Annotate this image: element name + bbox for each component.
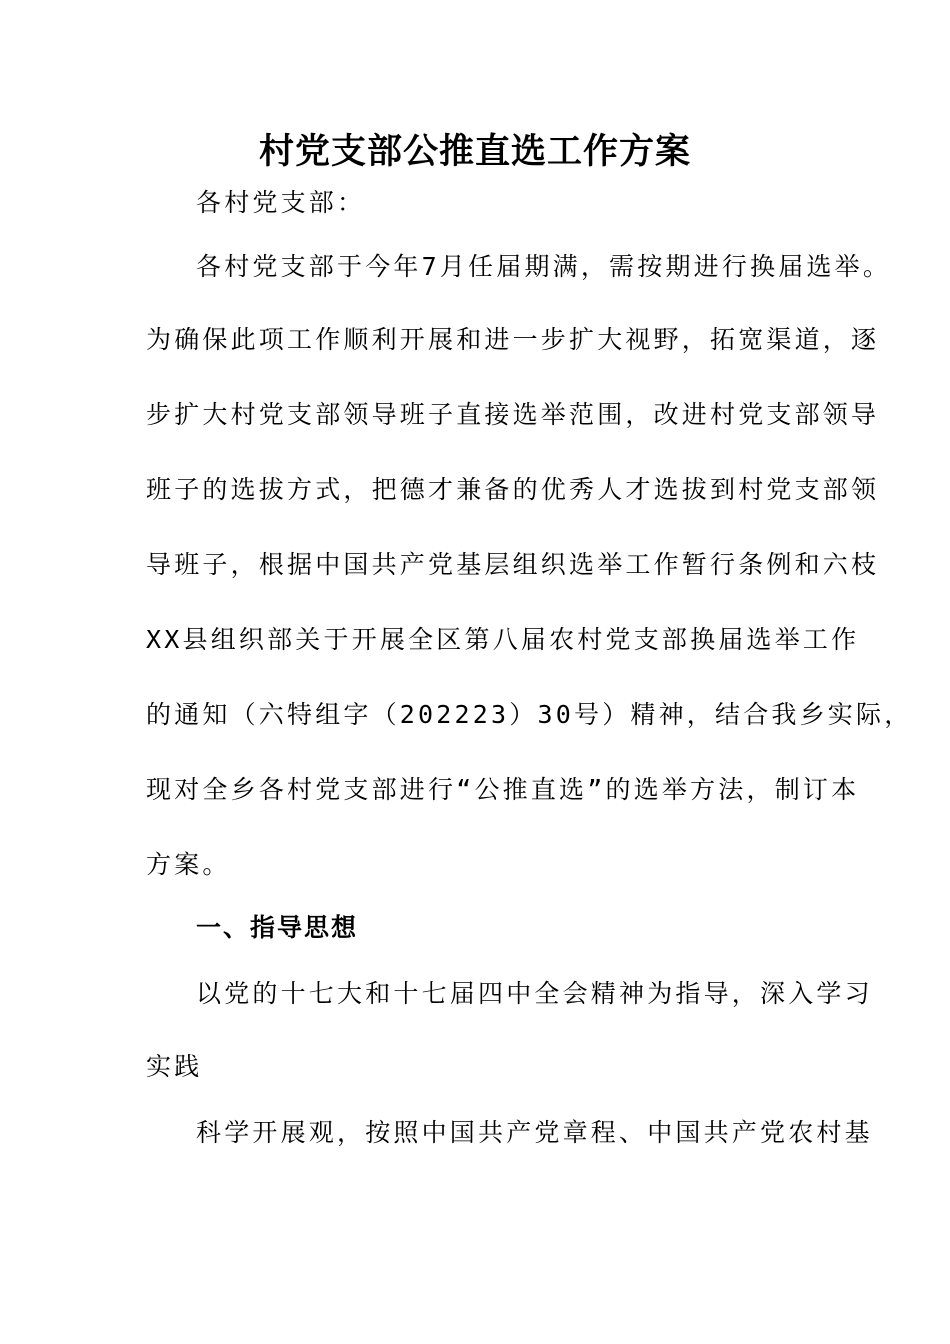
- paragraph-line: 以党的十七大和十七届四中全会精神为指导，深入学习: [196, 979, 873, 1008]
- paragraph-line: 导班子，根据中国共产党基层组织选举工作暂行条例和六枝: [146, 550, 880, 579]
- section-heading: 一、指导思想: [196, 913, 359, 942]
- salutation: 各村党支部：: [196, 188, 366, 217]
- paragraph-line: 的通知（六特组字（202223）30号）精神，结合我乡实际，: [146, 700, 913, 729]
- paragraph-line: 为确保此项工作顺利开展和进一步扩大视野，拓宽渠道，逐: [146, 325, 880, 354]
- paragraph-line: 现对全乡各村党支部进行“公推直选”的选举方法，制订本: [146, 775, 860, 804]
- paragraph-line: 步扩大村党支部领导班子直接选举范围，改进村党支部领导: [146, 400, 880, 429]
- paragraph-line: 科学开展观，按照中国共产党章程、中国共产党农村基: [196, 1118, 873, 1147]
- paragraph-line: XX县组织部关于开展全区第八届农村党支部换届选举工作: [146, 625, 860, 654]
- paragraph-line: 实践: [146, 1052, 203, 1081]
- paragraph-line: 班子的选拔方式，把德才兼备的优秀人才选拔到村党支部领: [146, 475, 880, 504]
- paragraph-line: 各村党支部于今年7月任届期满，需按期进行换届选举。: [196, 252, 892, 281]
- document-title: 村党支部公推直选工作方案: [258, 131, 691, 172]
- paragraph-line: 方案。: [146, 850, 231, 879]
